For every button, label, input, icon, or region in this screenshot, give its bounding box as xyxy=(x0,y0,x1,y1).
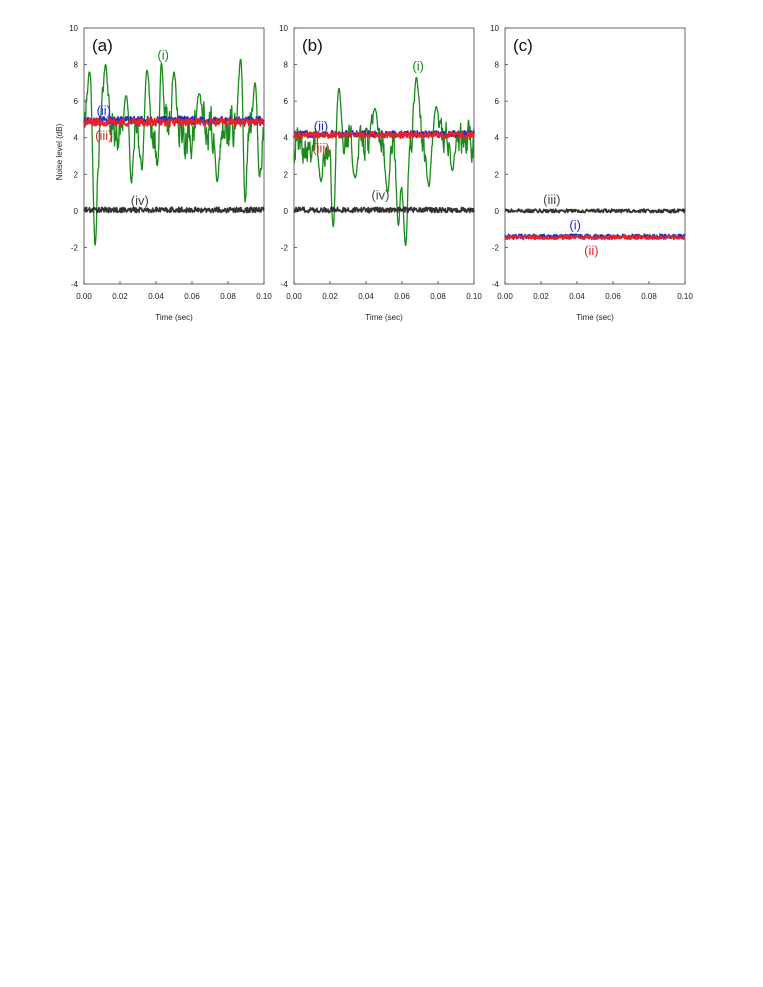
y-tick-label: 6 xyxy=(494,97,499,107)
y-tick-label: 6 xyxy=(283,97,288,107)
x-tick-label: 0.04 xyxy=(358,292,374,301)
x-tick-label: 0.00 xyxy=(286,292,302,301)
y-tick-label: -2 xyxy=(280,243,288,253)
x-tick-label: 0.02 xyxy=(112,292,128,301)
y-tick-label: 2 xyxy=(283,170,288,180)
y-tick-label: 4 xyxy=(283,133,288,143)
x-tick-label: 0.04 xyxy=(148,292,164,301)
y-axis-title: Noise level (dB) xyxy=(55,123,64,181)
y-tick-label: 8 xyxy=(494,60,499,70)
series-label-ii: (ii) xyxy=(584,243,599,259)
x-tick-label: 0.06 xyxy=(394,292,410,301)
series-label-i: (i) xyxy=(569,217,581,233)
y-tick-label: 10 xyxy=(490,24,499,33)
y-tick-label: -4 xyxy=(280,280,288,289)
y-tick-label: 0 xyxy=(494,206,499,216)
panel-label: (c) xyxy=(513,36,533,55)
x-axis-title: Time (sec) xyxy=(155,313,193,322)
y-tick-label: 0 xyxy=(283,206,288,216)
x-tick-label: 0.00 xyxy=(76,292,92,301)
series-line-iv xyxy=(294,207,474,212)
y-tick-label: -2 xyxy=(491,243,499,253)
x-tick-label: 0.06 xyxy=(605,292,621,301)
series-label-iii: (iii) xyxy=(95,127,113,143)
series-line-iii xyxy=(505,209,685,213)
y-tick-label: 8 xyxy=(283,60,288,70)
x-tick-label: 0.10 xyxy=(677,292,693,301)
series-label-iv: (iv) xyxy=(130,192,149,208)
y-tick-label: -4 xyxy=(70,280,78,289)
plot-frame xyxy=(84,28,264,284)
series-label-iii: (iii) xyxy=(543,191,561,207)
x-tick-label: 0.08 xyxy=(220,292,236,301)
series-label-i: (i) xyxy=(157,47,169,63)
x-tick-label: 0.04 xyxy=(569,292,585,301)
x-tick-label: 0.10 xyxy=(466,292,482,301)
y-tick-label: 8 xyxy=(73,60,78,70)
series-line-i xyxy=(294,77,474,245)
x-tick-label: 0.08 xyxy=(430,292,446,301)
y-tick-label: 4 xyxy=(73,133,78,143)
series-label-iii: (iii) xyxy=(312,140,330,156)
x-tick-label: 0.00 xyxy=(497,292,513,301)
series-label-iv: (iv) xyxy=(371,187,390,203)
y-tick-label: 10 xyxy=(69,24,78,33)
y-tick-label: 6 xyxy=(73,97,78,107)
y-tick-label: 10 xyxy=(279,24,288,33)
y-tick-label: -4 xyxy=(491,280,499,289)
panel-label: (b) xyxy=(302,36,323,55)
panel-a xyxy=(55,24,272,322)
y-tick-label: -2 xyxy=(70,243,78,253)
panel-label: (a) xyxy=(92,36,113,55)
y-tick-label: 2 xyxy=(494,170,499,180)
x-axis-title: Time (sec) xyxy=(576,313,614,322)
y-tick-label: 0 xyxy=(73,206,78,216)
series-label-ii: (ii) xyxy=(96,103,112,119)
panel-b xyxy=(279,24,482,322)
panel-c xyxy=(490,24,693,322)
series-line-iv xyxy=(84,207,264,212)
x-tick-label: 0.02 xyxy=(533,292,549,301)
x-tick-label: 0.02 xyxy=(322,292,338,301)
x-tick-label: 0.10 xyxy=(256,292,272,301)
x-tick-label: 0.06 xyxy=(184,292,200,301)
series-label-i: (i) xyxy=(412,58,424,74)
y-tick-label: 4 xyxy=(494,133,499,143)
x-tick-label: 0.08 xyxy=(641,292,657,301)
series-label-ii: (ii) xyxy=(313,118,329,134)
series-line-i xyxy=(84,59,264,245)
x-axis-title: Time (sec) xyxy=(365,313,403,322)
y-tick-label: 2 xyxy=(73,170,78,180)
